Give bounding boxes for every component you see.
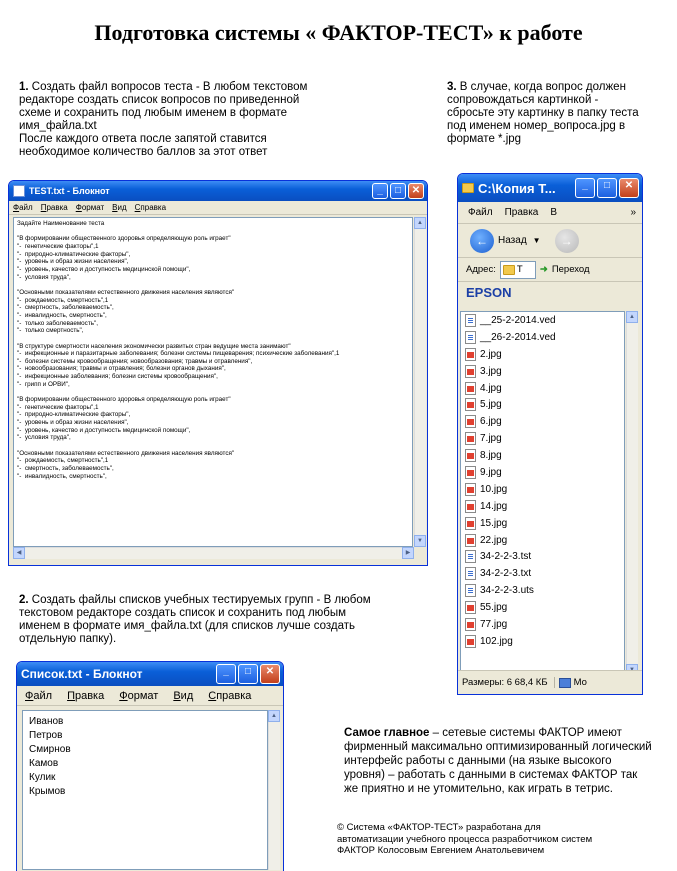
file-row[interactable]: [461, 548, 624, 565]
maximize-button[interactable]: □: [238, 664, 258, 684]
title-bar[interactable]: [458, 174, 642, 202]
file-name: 4.jpg: [480, 382, 502, 394]
maximize-button[interactable]: □: [597, 178, 617, 198]
window-title: C:\Копия Т...: [478, 180, 556, 196]
image-file-icon: [465, 500, 476, 513]
note-step-3: [447, 81, 667, 146]
image-file-icon: [465, 415, 476, 428]
file-name: 102.jpg: [480, 635, 513, 647]
file-name: 10.jpg: [480, 483, 508, 495]
test-notepad-window[interactable]: [8, 180, 428, 566]
status-size: Размеры: 6 68,4 КБ: [462, 677, 548, 688]
epson-toolbar-brand[interactable]: EPSON: [458, 282, 642, 304]
note-step-2-number: 2.: [19, 594, 29, 606]
menu-format[interactable]: Формат: [119, 689, 159, 702]
file-name: 5.jpg: [480, 399, 502, 411]
image-file-icon: [465, 601, 476, 614]
file-name: 34-2-2-3.tst: [480, 551, 532, 563]
notepad-icon: [13, 185, 25, 197]
vertical-scrollbar[interactable]: [414, 217, 426, 547]
menu-edit[interactable]: Правка: [67, 689, 105, 702]
main-note: [344, 726, 674, 796]
note-step-3-text: В случае, когда вопрос должен сопровождаться картинкой - сбросьте эту картинку в папку теста под именем номер_вопроса.jpg в формате *.jpg: [447, 81, 639, 145]
menu-bar: [458, 202, 642, 224]
file-row[interactable]: [461, 565, 624, 582]
copyright-note: © Система «ФАКТОР-ТЕСТ» разработана для автоматизации учебного процесса разработчиком систем ФАКТОР Колосовым Евгением Анатольевичем: [337, 822, 593, 856]
go-button[interactable]: Переход: [551, 264, 590, 275]
window-title: TEST.txt - Блокнот: [29, 186, 110, 196]
status-bar: [458, 670, 643, 694]
file-name: 34-2-2-3.uts: [480, 585, 534, 597]
note-step-2: [19, 594, 399, 646]
page-title: Подготовка системы « ФАКТОР-ТЕСТ» к работе: [94, 20, 583, 45]
document-file-icon: [465, 584, 476, 597]
minimize-button[interactable]: _: [216, 664, 236, 684]
file-row[interactable]: [461, 363, 624, 380]
file-name: __26-2-2014.ved: [480, 331, 556, 343]
image-file-icon: [465, 517, 476, 530]
file-name: 7.jpg: [480, 433, 502, 445]
title-bar[interactable]: [9, 181, 427, 201]
menu-file[interactable]: Файл: [468, 207, 493, 218]
image-file-icon: [465, 534, 476, 547]
file-name: 8.jpg: [480, 450, 502, 462]
folder-icon: [503, 265, 515, 275]
menu-overflow-icon[interactable]: »: [630, 207, 636, 218]
file-name: 6.jpg: [480, 416, 502, 428]
file-name: 34-2-2-3.txt: [480, 568, 532, 580]
horizontal-scrollbar[interactable]: [13, 547, 414, 559]
back-dropdown-icon[interactable]: ▼: [532, 236, 541, 245]
file-row[interactable]: [461, 532, 624, 549]
vertical-scrollbar[interactable]: [268, 710, 280, 870]
note-step-1: [19, 81, 339, 159]
menu-view[interactable]: В: [550, 207, 558, 218]
vertical-scrollbar[interactable]: [626, 311, 638, 676]
image-file-icon: [465, 618, 476, 631]
image-file-icon: [465, 398, 476, 411]
text-editor[interactable]: Иванов Петров Смирнов Камов Кулик Крымов: [22, 710, 268, 870]
status-location: [554, 677, 587, 688]
maximize-button[interactable]: □: [390, 183, 406, 199]
menu-file[interactable]: Файл: [25, 689, 53, 702]
image-file-icon: [465, 483, 476, 496]
scroll-down-button[interactable]: ▼: [414, 535, 426, 547]
file-name: __25-2-2014.ved: [480, 314, 556, 326]
minimize-button[interactable]: _: [575, 178, 595, 198]
note-step-1-number: 1.: [19, 81, 29, 93]
toolbar: [458, 224, 642, 258]
file-list[interactable]: [460, 311, 625, 676]
scroll-up-button[interactable]: ▲: [414, 217, 426, 229]
minimize-button[interactable]: _: [372, 183, 388, 199]
menu-edit[interactable]: Правка: [504, 207, 539, 218]
back-button-label[interactable]: Назад: [498, 235, 527, 246]
explorer-window[interactable]: [457, 173, 643, 695]
scroll-up-button[interactable]: ▲: [268, 710, 280, 722]
file-row[interactable]: [461, 346, 624, 363]
file-name: 22.jpg: [480, 534, 508, 546]
main-note-bold: Самое главное: [344, 727, 430, 739]
address-label: Адрес:: [466, 264, 496, 275]
file-name: 15.jpg: [480, 517, 508, 529]
window-title: Список.txt - Блокнот: [21, 667, 143, 681]
close-button[interactable]: ✕: [619, 178, 639, 198]
file-row[interactable]: [461, 582, 624, 599]
document-file-icon: [465, 550, 476, 563]
note-step-1-text: Создать файл вопросов теста - В любом текстовом редакторе создать список вопросов по приведенной схеме и сохранить под любым именем в формате имя_файла.txt После каждого ответа после запятой ставится необходимое количество баллов за этот ответ: [19, 81, 308, 158]
file-row[interactable]: [461, 329, 624, 346]
file-row[interactable]: [461, 380, 624, 397]
image-file-icon: [465, 432, 476, 445]
file-name: 2.jpg: [480, 348, 502, 360]
menu-view[interactable]: Вид: [173, 689, 194, 702]
address-value: Т: [516, 264, 523, 275]
close-button[interactable]: ✕: [408, 183, 424, 199]
folder-icon: [462, 183, 474, 193]
image-file-icon: [465, 466, 476, 479]
close-button[interactable]: ✕: [260, 664, 280, 684]
image-file-icon: [465, 635, 476, 648]
file-name: 14.jpg: [480, 500, 508, 512]
file-row[interactable]: [461, 447, 624, 464]
back-arrow-icon[interactable]: ←: [470, 229, 494, 253]
status-location-label: Мо: [573, 677, 587, 688]
list-notepad-window[interactable]: [16, 661, 284, 871]
file-row[interactable]: [461, 312, 624, 329]
go-arrow-icon[interactable]: ➜: [539, 264, 548, 275]
document-file-icon: [465, 567, 476, 580]
menu-help[interactable]: Справка: [134, 203, 167, 212]
file-row[interactable]: [461, 413, 624, 430]
scroll-left-button[interactable]: ◀: [13, 547, 25, 559]
menu-edit[interactable]: Правка: [40, 203, 68, 212]
file-name: 3.jpg: [480, 365, 502, 377]
file-row[interactable]: [461, 498, 624, 515]
forward-arrow-icon[interactable]: →: [555, 229, 579, 253]
file-name: 55.jpg: [480, 602, 508, 614]
file-row[interactable]: [461, 515, 624, 532]
menu-format[interactable]: Формат: [75, 203, 105, 212]
computer-icon: [559, 678, 571, 688]
file-row[interactable]: [461, 430, 624, 447]
file-row[interactable]: [461, 464, 624, 481]
image-file-icon: [465, 449, 476, 462]
scroll-right-button[interactable]: ▶: [402, 547, 414, 559]
image-file-icon: [465, 348, 476, 361]
note-step-3-number: 3.: [447, 81, 457, 93]
document-file-icon: [465, 331, 476, 344]
file-row[interactable]: [461, 633, 624, 650]
file-row[interactable]: [461, 599, 624, 616]
menu-help[interactable]: Справка: [208, 689, 252, 702]
address-bar: [458, 258, 642, 282]
address-input[interactable]: [500, 261, 536, 279]
file-row[interactable]: [461, 481, 624, 498]
title-bar[interactable]: [17, 662, 283, 686]
main-note-text: – сетевые системы ФАКТОР имеют фирменный максимально оптимизированный логический интерфейс работы с данными (на языке высокого уровня) – работать с данными в системах ФАКТОР так же приятно и не утомительно, как играть в тетрис.: [344, 727, 652, 795]
menu-bar: [9, 201, 427, 215]
file-row[interactable]: [461, 396, 624, 413]
scroll-up-button[interactable]: ▲: [626, 311, 638, 323]
image-file-icon: [465, 365, 476, 378]
file-row[interactable]: [461, 616, 624, 633]
note-step-2-text: Создать файлы списков учебных тестируемых групп - В любом текстовом редакторе создать список и сохранить под любым именем в формате имя_файла.txt (для списков лучше создать отдельную папку).: [19, 594, 371, 645]
menu-file[interactable]: Файл: [13, 203, 33, 212]
menu-bar: [17, 686, 283, 706]
file-name: 77.jpg: [480, 618, 508, 630]
file-name: 9.jpg: [480, 466, 502, 478]
menu-view[interactable]: Вид: [112, 203, 127, 212]
image-file-icon: [465, 382, 476, 395]
document-file-icon: [465, 314, 476, 327]
text-editor[interactable]: Задайте Наименование теста "В формировании общественного здоровья определяющую роль играет" "- генетические факторы",1 "- природно-климатические факторы", "- уровень и образ жизни населения", "- уровень, качество и доступность медицинской помощи", "- условия труда", "Основными показателями естественного движения населения являются" "- рождаемость, смертность",1 "- смертность, заболеваемость", "- инвалидность, смертность", "- только заболеваемость", "- только смертность", "В структуре смертности населения экономически развитых стран ведущие места занимают" "- инфекционные и паразитарные заболевания; болезни системы пищеварения; психические заболевания",1 "- болезни системы кровообращения; новообразования; травмы и отравления", "- новообразования; травмы и отравления; болезни органов дыхания", "- инфекционные заболевания; болезни системы кровообращения", "- грипп и ОРВИ", "В формировании общественного здоровья определяющую роль играет" "- генетические факторы",1 "- природно-климатические факторы", "- уровень и образ жизни населения", "- уровень, качество и доступность медицинской помощи", "- условия труда", "Основными показателями естественного движения населения являются" "- рождаемость, смертность",1 "- смертность, заболеваемость", "- инвалидность, смертность",: [13, 217, 413, 547]
